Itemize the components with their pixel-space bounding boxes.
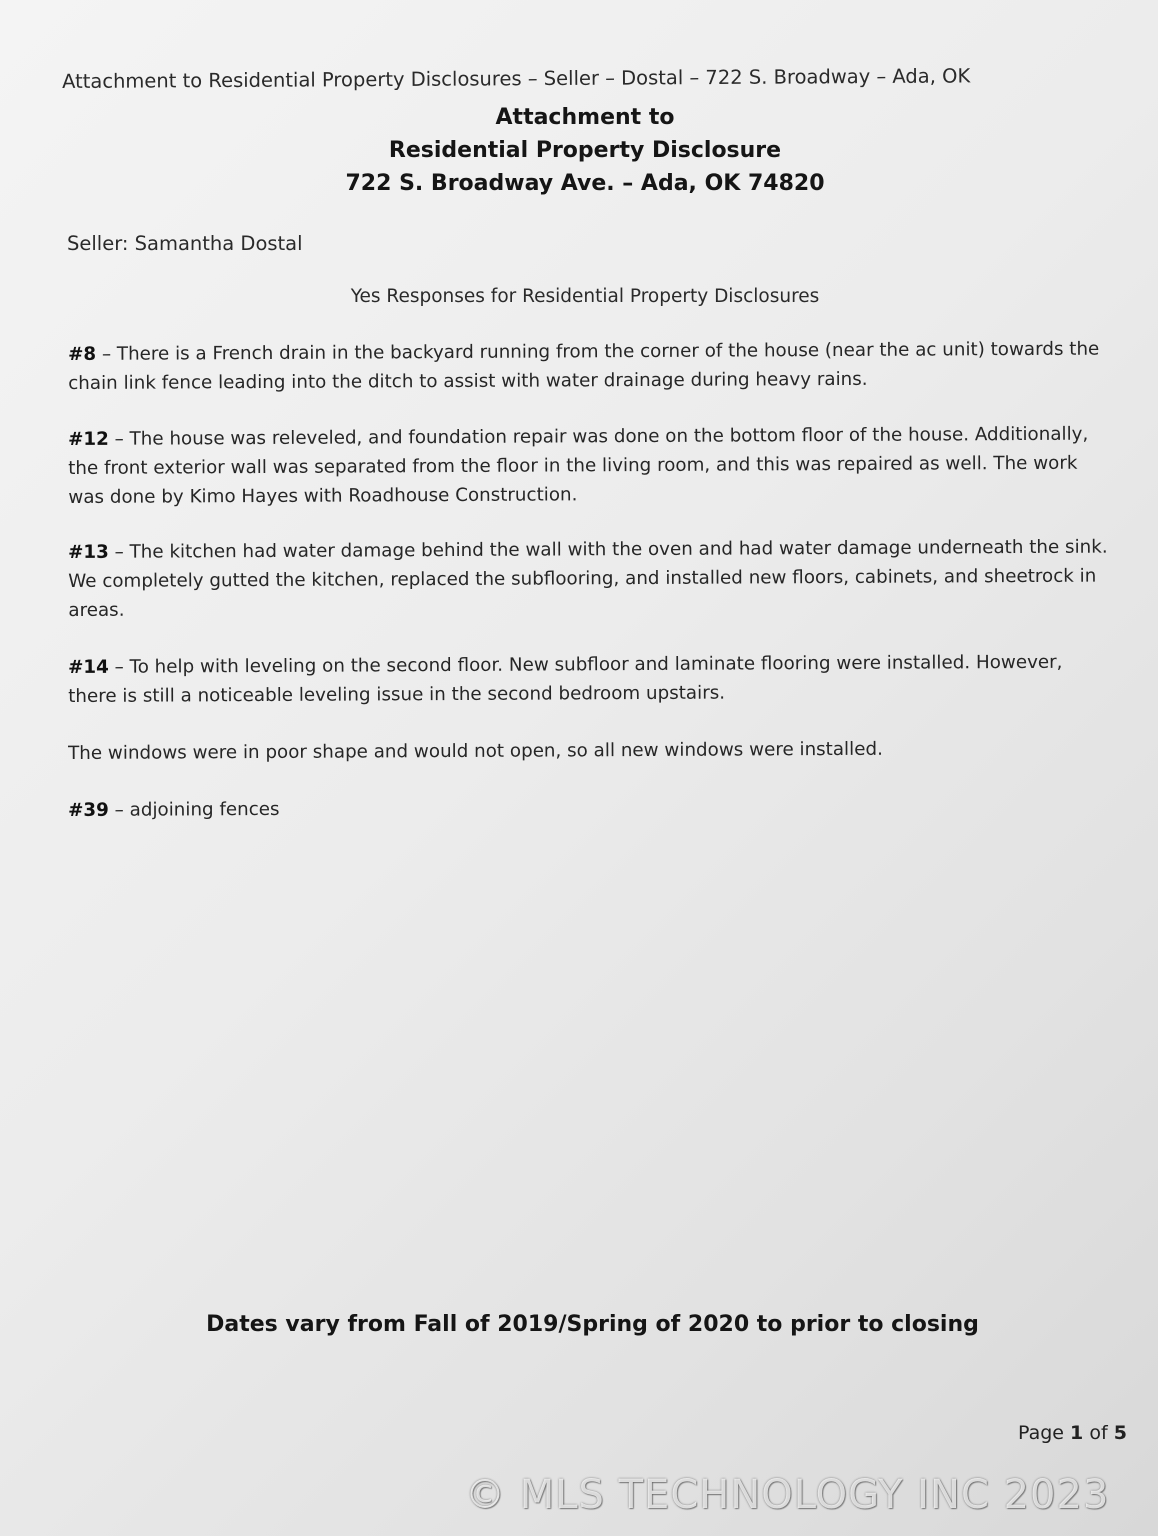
item-text: – The house was releveled, and foundation repair was done on the bottom floor of the house. Additionally, the front exterior wall was separated from the floor in the living room, and this was repaired as well. The work was done by Kimo Hayes with Roadhouse Construction. [68, 423, 1089, 508]
disclosure-item-39 [68, 791, 1108, 825]
item-number: #39 [68, 799, 109, 821]
section-heading: Yes Responses for Residential Property Disclosures [350, 286, 820, 307]
page-total: 5 [1113, 1422, 1127, 1444]
disclosure-item-12 [68, 420, 1108, 512]
page-number [1018, 1422, 1127, 1444]
disclosure-item-8 [68, 335, 1108, 398]
copyright-watermark: © MLS TECHNOLOGY INC 2023 [465, 1472, 1110, 1518]
item-number: #12 [68, 428, 109, 450]
title-line-3: 722 S. Broadway Ave. – Ada, OK 74820 [345, 171, 825, 196]
item-text: – The kitchen had water damage behind the wall with the oven and had water damage underneath the sink. We completely gutted the kitchen, replaced the subflooring, and installed new floors, cabinets, and sheetrock in areas. [68, 536, 1108, 621]
item-text: – To help with leveling on the second floor. New subfloor and laminate flooring were installed. However, there is still a noticeable leveling issue in the second bedroom upstairs. [68, 651, 1063, 707]
item-text: – adjoining fences [108, 798, 280, 821]
item-number: #14 [68, 656, 109, 678]
page-middle: of [1083, 1422, 1114, 1444]
title-line-2: Residential Property Disclosure [388, 138, 782, 163]
disclosure-item-13 [68, 533, 1108, 625]
running-header: Attachment to Residential Property Disclosures – Seller – Dostal – 722 S. Broadway – Ada, OK [62, 64, 971, 93]
seller-name: Seller: Samantha Dostal [67, 232, 303, 255]
disclosure-item-14 [68, 648, 1108, 711]
dates-note: Dates vary from Fall of 2019/Spring of 2020 to prior to closing [206, 1312, 979, 1337]
item-number: #8 [68, 343, 97, 365]
item-text: – There is a French drain in the backyard running from the corner of the house (near the ac unit) towards the chain link fence leading into the ditch to assist with water drainage during heavy rains. [68, 338, 1100, 394]
page-prefix: Page [1018, 1422, 1071, 1444]
title-line-1: Attachment to [495, 105, 675, 130]
item-number: #13 [68, 541, 109, 563]
document-title [270, 101, 900, 200]
page-current: 1 [1070, 1422, 1084, 1444]
windows-note: The windows were in poor shape and would not open, so all new windows were installed. [68, 738, 883, 764]
